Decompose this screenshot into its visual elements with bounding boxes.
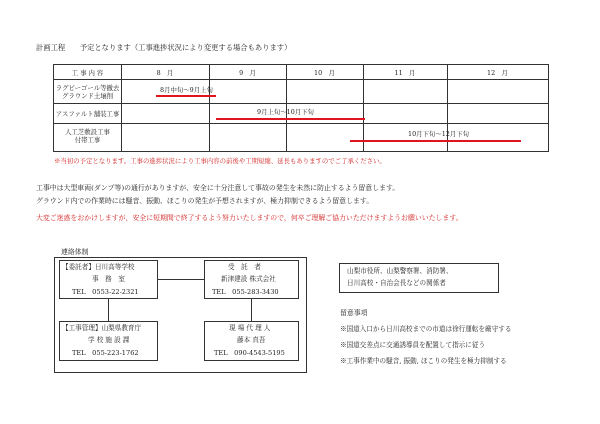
- agent-tel: TEL 090-4543-5195: [214, 349, 285, 357]
- row-name-line: 付帯工事: [74, 136, 101, 144]
- notice-traffic: 工事中は大型車両(ダンプ等)の通行がありますが、安全に十分注意して事故の発生を未然に防止するよう留意します。: [36, 184, 400, 192]
- apology-text: 大変ご迷惑をおかけしますが，安全に短期間で終了するよう努力いたしますので，何卒ご理解ご協力いただけますようお願いいたします。: [36, 214, 463, 222]
- column-header-work: 工 事 内 容: [71, 69, 104, 77]
- authorities-line: 日川高校・自治会長などの関係者: [347, 279, 446, 287]
- supervisor-role: [62, 325, 141, 332]
- page-title: 計画工程 予定となります（工事進捗状況により変更する場合もあります）: [36, 43, 292, 52]
- supervisor-org: 山梨県教育庁: [101, 324, 142, 332]
- period-bar-turf: [350, 140, 521, 142]
- contractor-role: 受 託 者: [228, 263, 261, 271]
- connector-client-supervisor: [108, 299, 109, 321]
- authorities-line: 山梨市役所、山梨警察署、消防署、: [347, 267, 453, 275]
- agent-name: 藤本 真吾: [237, 336, 266, 344]
- agent-role: 現 場 代 理 人: [229, 324, 271, 332]
- contact-section-title: 連絡体制: [61, 248, 89, 256]
- client-role-label: 【委託者】: [62, 263, 95, 271]
- row-name-line: ラグビーゴール等撤去: [55, 84, 120, 92]
- supervisor-dept: 学 校 施 設 課: [88, 336, 130, 344]
- row-name-rugby: [54, 84, 121, 100]
- contractor-tel: TEL 055-283-3430: [212, 288, 279, 296]
- caution-item: ※国道入口から日川高校までの市道は徐行運転を厳守する: [340, 325, 512, 333]
- connector-contractor-agent: [251, 299, 252, 321]
- contractor-org: 新津建設 株式会社: [221, 275, 276, 283]
- client-org: 日川高等学校: [94, 263, 135, 271]
- connector-client-contractor: [158, 279, 204, 280]
- column-header-dec: 12 月: [487, 69, 508, 77]
- caution-item: ※工事作業中の騒音, 振動, ほこりの発生を極力抑制する: [340, 357, 507, 365]
- caution-item: ※国道交差点に交通誘導員を配置して指示に従う: [340, 341, 486, 349]
- column-header-oct: 10 月: [314, 69, 335, 77]
- column-header-nov: 11 月: [394, 69, 416, 77]
- period-bar-asphalt: [216, 118, 365, 120]
- schedule-note: ※当初の予定となります。工事の進捗状況により工事内容の前後や工期短縮、延長もありますのでご了承ください。: [54, 157, 386, 165]
- row-name-line: アスファルト舗装工事: [55, 110, 120, 118]
- client-dept: 事 務 室: [92, 275, 125, 283]
- column-header-aug: 8 月: [156, 69, 174, 77]
- notice-noise: グラウンド内での作業時には騒音、振動、ほこりの発生が予想されますが、極力抑制できるよう留意します。: [36, 197, 374, 205]
- cautions-title: 留意事項: [340, 309, 368, 317]
- period-label-rugby: 8月中旬～9月上旬: [160, 86, 213, 94]
- client-role: [62, 264, 135, 271]
- row-name-asphalt: [54, 110, 121, 118]
- client-tel: TEL 0553-22-2321: [72, 288, 139, 296]
- period-bar-rugby: [156, 95, 216, 97]
- row-name-line: 人工芝敷設工事: [65, 128, 110, 136]
- row-name-turf: [54, 128, 121, 144]
- column-header-sep: 9 月: [239, 69, 256, 77]
- supervisor-tel: TEL 055-223-1762: [72, 349, 139, 357]
- supervisor-role-label: 【工事管理】: [62, 324, 102, 332]
- row-name-line: グラウンド土壌削: [61, 92, 114, 100]
- period-label-turf: 10月下旬～12月下旬: [408, 130, 469, 138]
- period-label-asphalt: 9月上旬～10月下旬: [257, 108, 314, 116]
